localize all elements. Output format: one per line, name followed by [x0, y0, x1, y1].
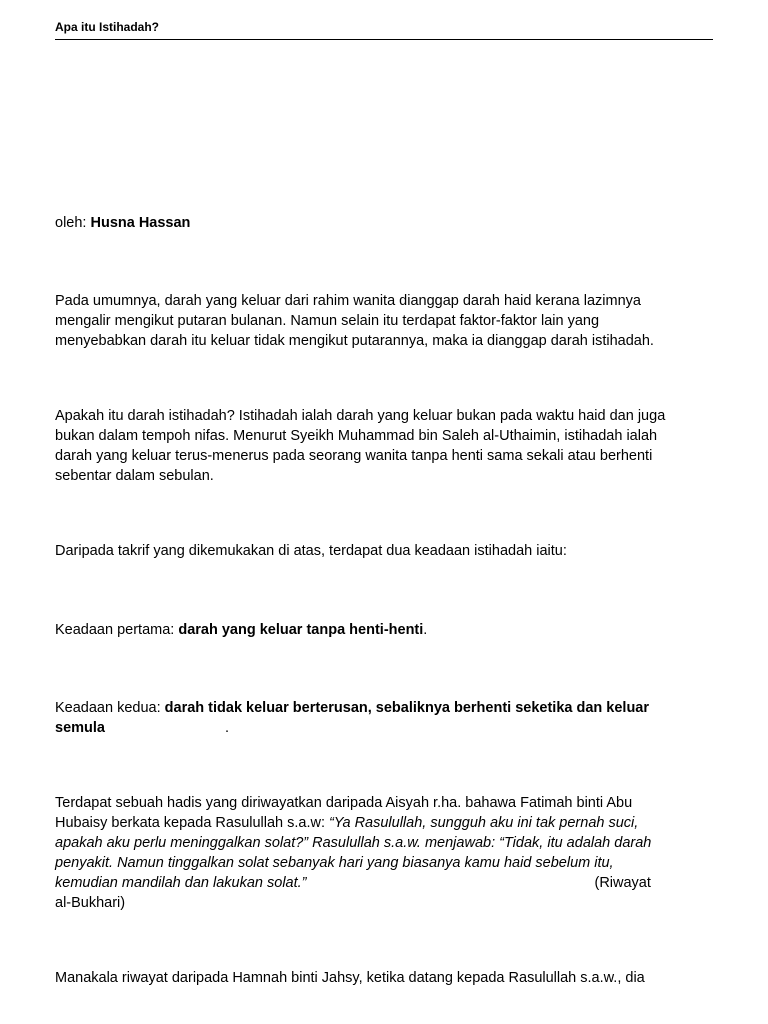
- text-line: mengalir mengikut putaran bulanan. Namun selain itu terdapat faktor-faktor lain yang: [55, 313, 600, 329]
- keadaan-pertama-end: .: [423, 622, 428, 638]
- hadis-quote: “Ya Rasulullah, sungguh aku ini tak pernah suci,: [329, 815, 639, 831]
- hadis-paragraph: [55, 793, 720, 913]
- author-prefix: oleh:: [55, 215, 87, 231]
- hadis-quote: apakah aku perlu meninggalkan solat?” Rasulullah s.a.w. menjawab: “Tidak, itu adalah darah: [55, 835, 652, 851]
- page-header: [55, 18, 713, 40]
- keadaan-pertama-text: darah yang keluar tanpa henti-henti: [178, 622, 424, 638]
- text-line: bukan dalam tempoh nifas. Menurut Syeikh Muhammad bin Saleh al-Uthaimin, istihadah ialah: [55, 428, 658, 444]
- text-line: sebentar dalam sebulan.: [55, 468, 214, 484]
- author-line: [55, 213, 720, 233]
- text-line: Apakah itu darah istihadah? Istihadah ialah darah yang keluar bukan pada waktu haid dan juga: [55, 408, 666, 424]
- keadaan-pertama: [55, 620, 720, 640]
- hadis-reference-cont: al-Bukhari): [55, 895, 126, 911]
- text-line: Terdapat sebuah hadis yang diriwayatkan daripada Aisyah r.ha. bahawa Fatimah binti Abu: [55, 795, 633, 811]
- paragraph-last: [55, 968, 720, 988]
- text-line: Daripada takrif yang dikemukakan di atas, terdapat dua keadaan istihadah iaitu:: [55, 543, 567, 559]
- keadaan-kedua: [55, 698, 720, 738]
- keadaan-pertama-label: Keadaan pertama:: [55, 622, 175, 638]
- paragraph-1: [55, 291, 720, 351]
- text-line: darah yang keluar terus-menerus pada seorang wanita tanpa henti sama sekali atau berhenti: [55, 448, 653, 464]
- hadis-quote: penyakit. Namun tinggalkan solat sebanyak hari yang biasanya kamu haid sebelum itu,: [55, 855, 614, 871]
- text-line: Pada umumnya, darah yang keluar dari rahim wanita dianggap darah haid kerana lazimnya: [55, 293, 641, 309]
- text-line: Hubaisy berkata kepada Rasulullah s.a.w:: [55, 815, 326, 831]
- paragraph-2: [55, 406, 720, 486]
- keadaan-kedua-label: Keadaan kedua:: [55, 700, 161, 716]
- text-line: Manakala riwayat daripada Hamnah binti Jahsy, ketika datang kepada Rasulullah s.a.w., dia: [55, 970, 645, 986]
- document-title: Apa itu Istihadah?: [55, 20, 160, 34]
- paragraph-3: [55, 541, 720, 561]
- author-name: Husna Hassan: [90, 215, 191, 231]
- keadaan-kedua-text: darah tidak keluar berterusan, sebaliknya berhenti seketika dan keluar: [164, 700, 650, 716]
- keadaan-kedua-text-cont: semula: [55, 720, 105, 736]
- keadaan-kedua-end: .: [224, 720, 230, 736]
- hadis-reference: (Riwayat: [594, 875, 651, 891]
- hadis-quote: kemudian mandilah dan lakukan solat.”: [55, 875, 307, 891]
- text-line: menyebabkan darah itu keluar tidak mengikut putarannya, maka ia dianggap darah istihadah.: [55, 333, 654, 349]
